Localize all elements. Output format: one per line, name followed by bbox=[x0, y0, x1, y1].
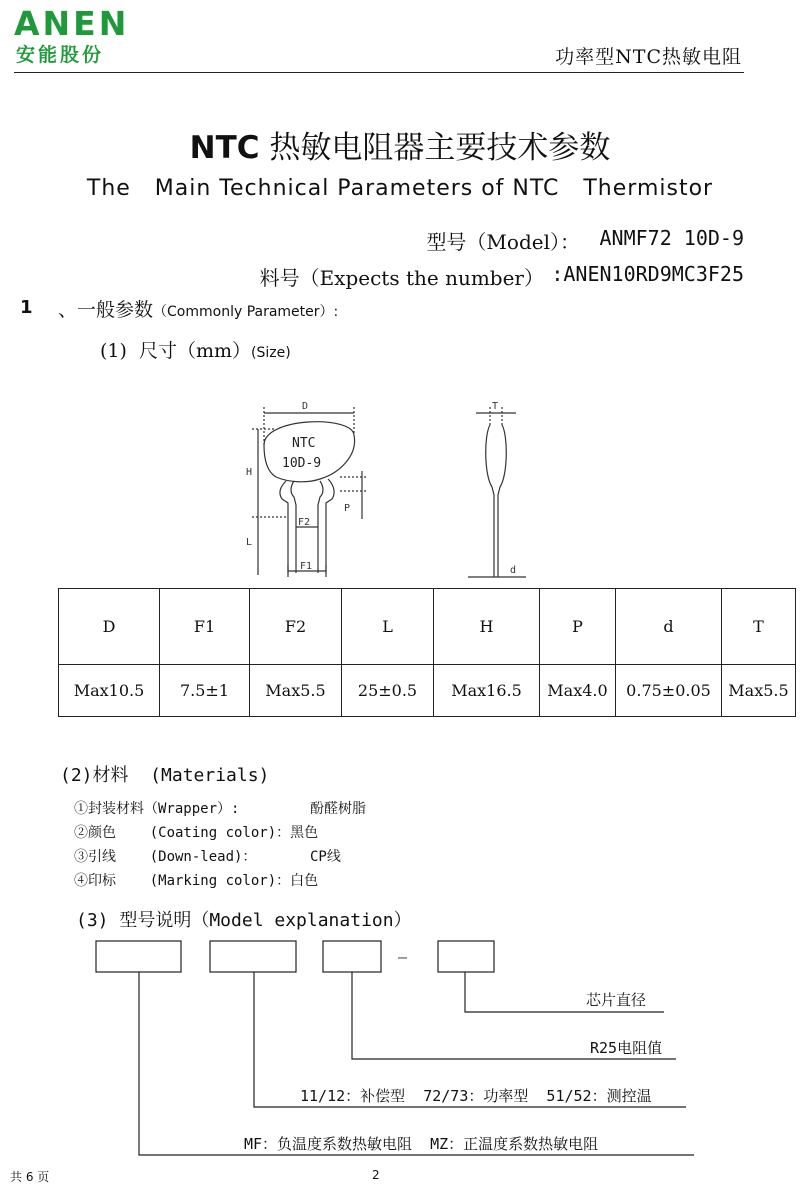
section-title-en: （Commonly Parameter）: bbox=[153, 304, 339, 320]
table-cell: Max10.5 bbox=[59, 665, 160, 717]
section-title bbox=[58, 295, 338, 322]
material-row bbox=[74, 822, 318, 842]
page-number: 2 bbox=[372, 1168, 380, 1182]
table-header-cell: P bbox=[540, 589, 616, 665]
size-subtitle-en: (Size) bbox=[251, 345, 291, 361]
title-cn-rest: 热敏电阻器主要技术参数 bbox=[259, 130, 611, 166]
size-subtitle-cn: (1) 尺寸（mm） bbox=[100, 340, 252, 362]
part-number-label: 料号（Expects the number） bbox=[259, 266, 544, 290]
section-number: 1 bbox=[20, 297, 33, 318]
material-label: ②颜色 (Coating color)： bbox=[74, 825, 291, 841]
logo-chinese: 安能股份 bbox=[16, 44, 105, 66]
dim-label-H: H bbox=[246, 467, 253, 478]
model-value: ANMF72 10D-9 bbox=[599, 226, 744, 250]
part-number-value: :ANEN10RD9MC3F25 bbox=[551, 262, 744, 286]
logo-english: ANEN bbox=[14, 4, 130, 43]
size-subtitle bbox=[100, 336, 291, 363]
material-label: ③引线 (Down-lead)： bbox=[74, 849, 257, 865]
material-row bbox=[74, 870, 318, 890]
material-row bbox=[74, 798, 239, 818]
table-header-cell: F2 bbox=[250, 589, 342, 665]
table-cell: 0.75±0.05 bbox=[616, 665, 722, 717]
page-title-en: The Main Technical Parameters of NTC Thermistor bbox=[86, 176, 714, 201]
table-header-cell: H bbox=[434, 589, 540, 665]
code-box-2 bbox=[210, 941, 296, 972]
total-pages: 共 6 页 bbox=[10, 1170, 50, 1184]
material-label: ④印标 (Marking color)： bbox=[74, 873, 291, 889]
explanation-label: R25电阻值 bbox=[590, 1039, 663, 1057]
model-explanation-title: (3) 型号说明（Model explanation） bbox=[76, 910, 412, 931]
table-cell: Max5.5 bbox=[250, 665, 342, 717]
code-box-3 bbox=[323, 941, 381, 972]
thermistor-body-outline bbox=[264, 422, 355, 482]
material-value: 白色 bbox=[290, 873, 319, 889]
dimensions-table bbox=[58, 588, 796, 717]
dim-label-D: D bbox=[302, 401, 309, 412]
document-title: 功率型NTC热敏电阻 bbox=[555, 46, 742, 68]
table-header-row bbox=[59, 589, 796, 665]
dim-label-d: d bbox=[510, 565, 517, 576]
table-row bbox=[59, 665, 796, 717]
dim-label-L: L bbox=[246, 537, 253, 548]
material-value: 黑色 bbox=[290, 825, 319, 841]
section-title-cn: 、一般参数 bbox=[58, 299, 154, 321]
dim-label-F2: F2 bbox=[298, 517, 311, 528]
dim-label-P: P bbox=[344, 503, 351, 514]
header-divider bbox=[14, 72, 744, 73]
material-value: 酚醛树脂 bbox=[310, 801, 366, 817]
table-cell: Max4.0 bbox=[540, 665, 616, 717]
body-marking-line1: NTC bbox=[292, 436, 316, 451]
side-view-outline bbox=[486, 425, 494, 577]
model-label: 型号（Model）： bbox=[426, 230, 580, 254]
table-header-cell: T bbox=[722, 589, 796, 665]
title-ntc: NTC bbox=[189, 130, 260, 166]
code-box-1 bbox=[96, 941, 181, 972]
table-cell: Max5.5 bbox=[722, 665, 796, 717]
table-header-cell: F1 bbox=[160, 589, 250, 665]
table-header-cell: L bbox=[342, 589, 434, 665]
page-title-cn bbox=[0, 122, 800, 167]
table-cell: 7.5±1 bbox=[160, 665, 250, 717]
table-header-cell: D bbox=[59, 589, 160, 665]
material-label: ①封装材料（Wrapper）: bbox=[74, 801, 240, 817]
dim-label-T: T bbox=[492, 401, 499, 412]
code-separator: — bbox=[398, 948, 408, 966]
material-row bbox=[74, 846, 256, 866]
explanation-label: MF：负温度系数热敏电阻 MZ：正温度系数热敏电阻 bbox=[244, 1135, 599, 1153]
dimension-drawing bbox=[236, 395, 536, 585]
material-value: CP线 bbox=[310, 849, 341, 865]
explanation-label: 11/12：补偿型 72/73：功率型 51/52：测控温 bbox=[300, 1087, 652, 1105]
code-box-4 bbox=[438, 941, 494, 972]
table-cell: Max16.5 bbox=[434, 665, 540, 717]
dim-label-F1: F1 bbox=[300, 561, 313, 572]
explanation-label: 芯片直径 bbox=[586, 991, 647, 1009]
model-explanation-diagram bbox=[0, 935, 800, 1165]
body-marking-line2: 10D-9 bbox=[282, 456, 322, 471]
table-header-cell: d bbox=[616, 589, 722, 665]
materials-title: (2)材料 (Materials) bbox=[60, 765, 270, 786]
table-cell: 25±0.5 bbox=[342, 665, 434, 717]
